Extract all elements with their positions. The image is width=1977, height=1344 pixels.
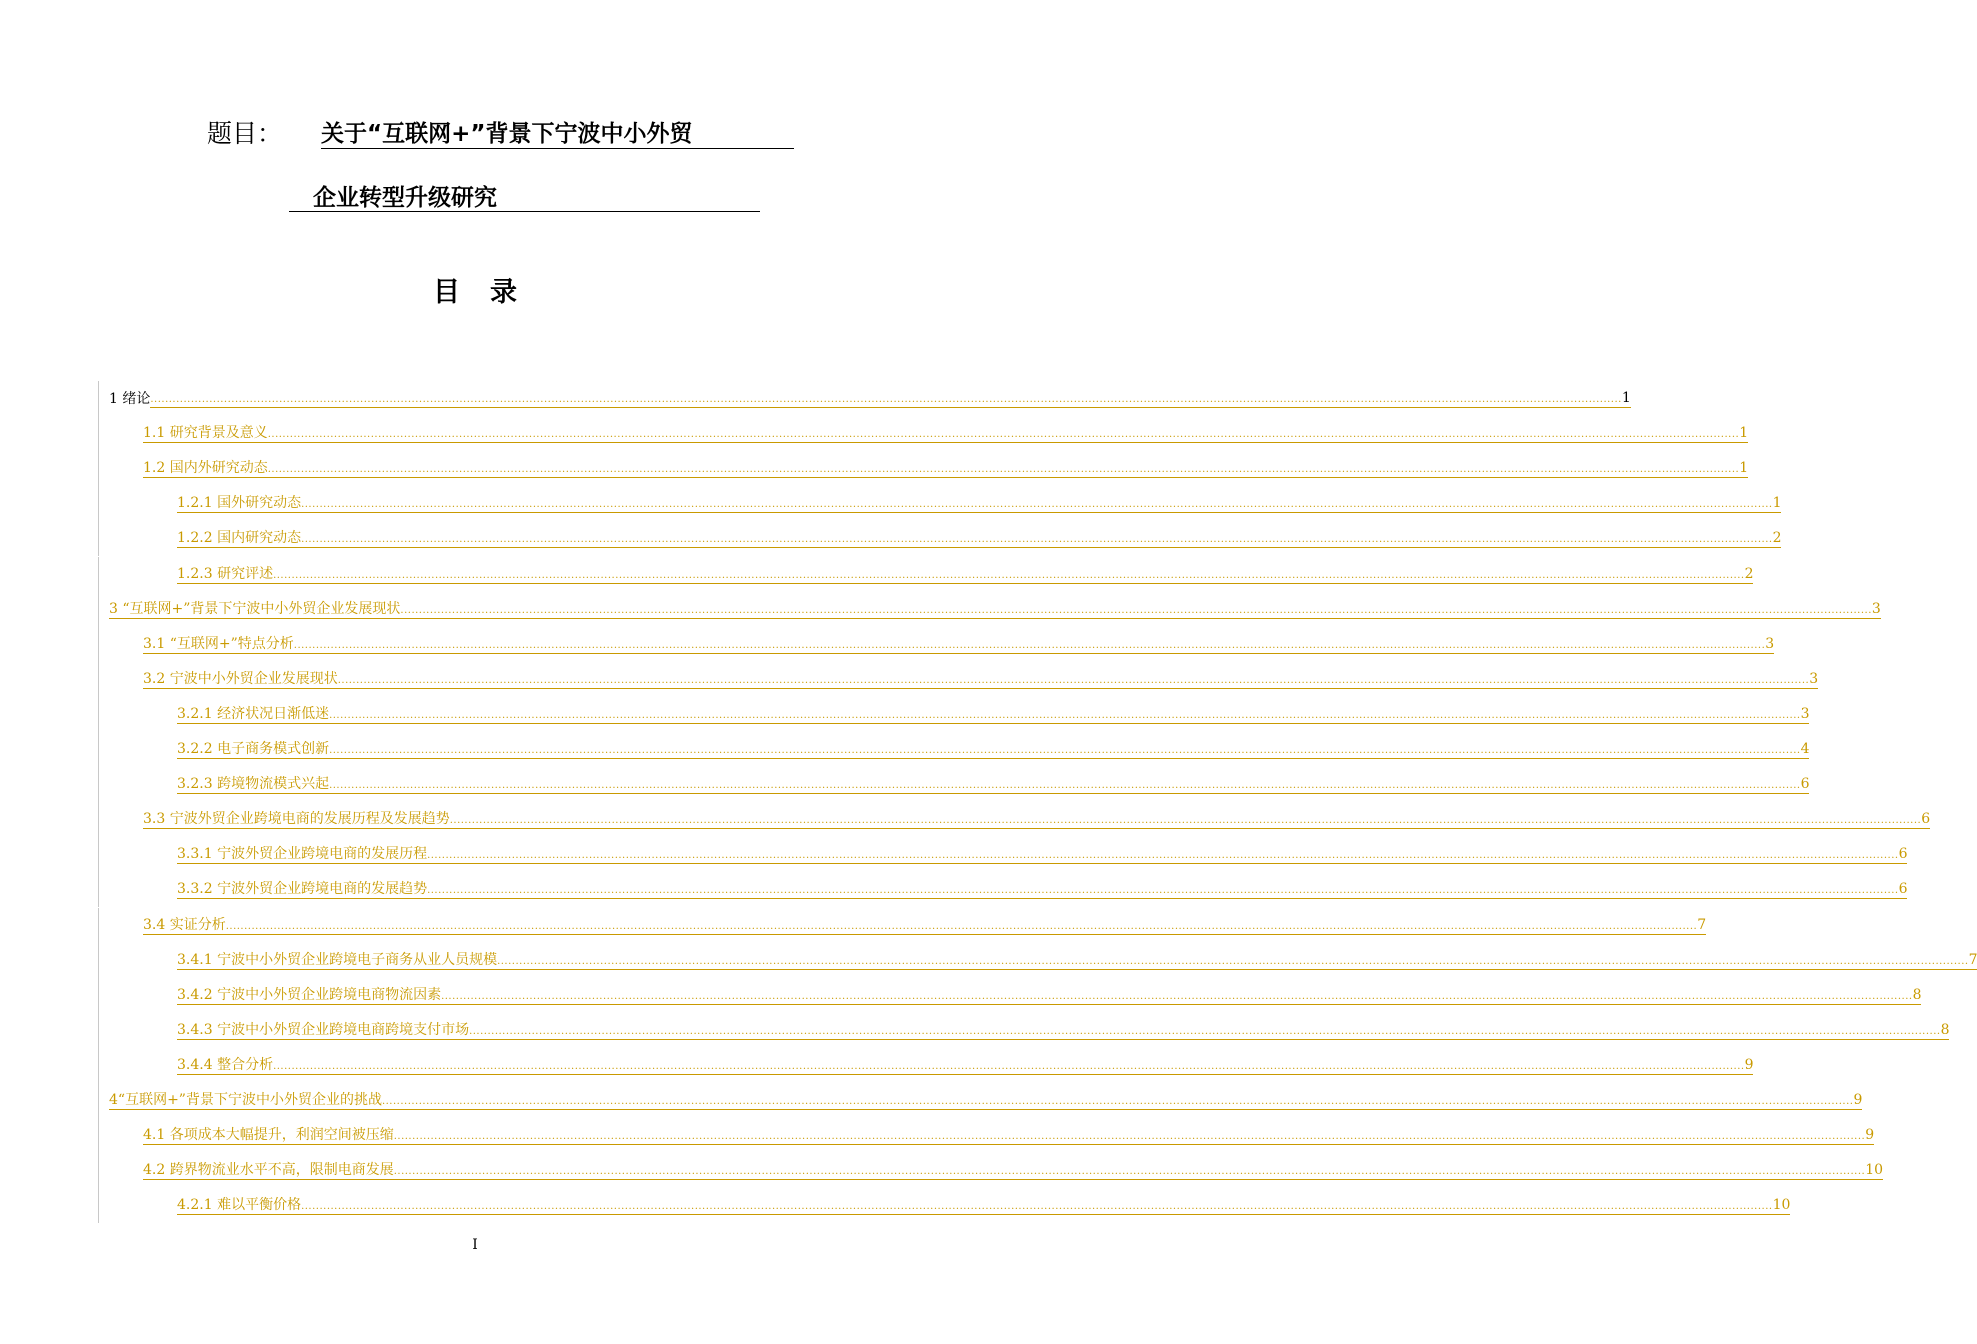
toc-entry-title: 1.2.3 研究评述 <box>177 565 274 582</box>
title-row-1 <box>0 114 950 154</box>
toc-heading: 目录 <box>433 277 547 308</box>
toc-leader-dots: ................................................................................................................................................................................................................................................................................................................................................................................................................ <box>441 990 1912 1005</box>
toc-link[interactable] <box>109 389 1631 408</box>
toc-leader-dots: ................................................................................................................................................................................................................................................................................................................................................................................................................ <box>294 639 1765 654</box>
toc-entry-title: 3.4.2 宁波中小外贸企业跨境电商物流因素 <box>177 986 442 1003</box>
toc-entry[interactable] <box>98 521 1782 556</box>
toc-leader-dots: ................................................................................................................................................................................................................................................................................................................................................................................................................ <box>427 849 1898 864</box>
toc-entry-page: 6 <box>1800 776 1810 793</box>
toc-entry[interactable] <box>98 1188 1791 1223</box>
toc-entry[interactable] <box>98 837 1908 872</box>
toc-entry-title: 3.4.4 整合分析 <box>177 1056 274 1073</box>
toc-link[interactable] <box>177 705 1810 724</box>
toc-entry-page: 4 <box>1800 741 1810 757</box>
toc-entry-title: 4.1 各项成本大幅提升，利润空间被压缩 <box>143 1127 394 1144</box>
toc-entry[interactable] <box>98 592 1881 627</box>
toc-entry[interactable] <box>98 908 1707 943</box>
toc-leader-dots: ................................................................................................................................................................................................................................................................................................................................................................................................................ <box>329 709 1800 724</box>
toc-leader-dots: ................................................................................................................................................................................................................................................................................................................................................................................................................ <box>469 1025 1940 1040</box>
toc-entry-title: 1.2.2 国内研究动态 <box>177 530 302 547</box>
toc-entry-page: 1 <box>1621 390 1631 406</box>
toc-entry-title: 3.4 实证分析 <box>143 916 226 933</box>
toc-leader-dots: ................................................................................................................................................................................................................................................................................................................................................................................................................ <box>273 569 1744 584</box>
toc-entry-page: 1 <box>1739 425 1749 442</box>
toc-entry-title: 3.2.2 电子商务模式创新 <box>177 741 330 757</box>
toc-leader-dots: ................................................................................................................................................................................................................................................................................................................................................................................................................ <box>400 604 1871 619</box>
toc-leader-dots: ................................................................................................................................................................................................................................................................................................................................................................................................................ <box>329 744 1800 759</box>
toc-entry-title: 3.3 宁波外贸企业跨境电商的发展历程及发展趋势 <box>143 811 450 828</box>
toc-entry[interactable] <box>98 872 1908 907</box>
toc-entry[interactable] <box>98 978 1922 1013</box>
toc-entry-title: 4“互联网+”背景下宁波中小外贸企业的挑战 <box>109 1092 382 1108</box>
toc-link[interactable] <box>143 670 1819 689</box>
toc-leader-dots: ................................................................................................................................................................................................................................................................................................................................................................................................................ <box>497 955 1968 970</box>
toc-entry[interactable] <box>98 943 1977 978</box>
toc-leader-dots: ................................................................................................................................................................................................................................................................................................................................................................................................................ <box>382 1095 1853 1110</box>
toc-leader-dots: ................................................................................................................................................................................................................................................................................................................................................................................................................ <box>301 1200 1772 1215</box>
toc-leader-dots: ................................................................................................................................................................................................................................................................................................................................................................................................................ <box>226 920 1697 935</box>
toc-entry[interactable] <box>98 697 1810 732</box>
toc-link[interactable] <box>177 880 1908 899</box>
toc-leader-dots: ................................................................................................................................................................................................................................................................................................................................................................................................................ <box>427 884 1898 899</box>
toc-entry-page: 9 <box>1853 1092 1863 1108</box>
toc-entry-page: 3 <box>1800 705 1810 722</box>
toc-entry-title: 3.4.3 宁波中小外贸企业跨境电商跨境支付市场 <box>177 1021 470 1038</box>
toc-leader-dots: ................................................................................................................................................................................................................................................................................................................................................................................................................ <box>268 463 1739 478</box>
toc-entry[interactable] <box>98 662 1819 697</box>
toc-link[interactable] <box>143 916 1707 935</box>
toc-link[interactable] <box>177 951 1977 970</box>
toc-entry-title: 1.1 研究背景及意义 <box>143 425 268 442</box>
toc-leader-dots: ................................................................................................................................................................................................................................................................................................................................................................................................................ <box>394 1165 1865 1180</box>
toc-leader-dots: ................................................................................................................................................................................................................................................................................................................................................................................................................ <box>301 498 1772 513</box>
toc-link[interactable] <box>177 494 1782 513</box>
toc-leader-dots: ................................................................................................................................................................................................................................................................................................................................................................................................................ <box>268 428 1739 443</box>
toc-leader-dots: ................................................................................................................................................................................................................................................................................................................................................................................................................ <box>150 393 1621 408</box>
toc-entry-title: 3.2.3 跨境物流模式兴起 <box>177 776 330 793</box>
title-line-2: 企业转型升级研究 <box>313 185 497 211</box>
toc-entry[interactable] <box>98 802 1931 837</box>
toc-entry-title: 3.2 宁波中小外贸企业发展现状 <box>143 670 338 687</box>
toc-entry[interactable] <box>98 732 1810 767</box>
toc-entry[interactable] <box>98 1083 1863 1118</box>
toc-entry-title: 1.2 国内外研究动态 <box>143 460 268 477</box>
title-label: 题目： <box>207 119 283 148</box>
toc-entry-title: 1 绪论 <box>109 391 151 407</box>
title-underline-2 <box>289 211 760 212</box>
title-row-2 <box>0 178 950 218</box>
toc-entry[interactable] <box>98 1118 1875 1153</box>
toc-entry-title: 3 “互联网+”背景下宁波中小外贸企业发展现状 <box>109 600 401 617</box>
toc-entry-title: 3.3.1 宁波外贸企业跨境电商的发展历程 <box>177 846 428 863</box>
page-number: I <box>472 1237 478 1253</box>
toc-entry[interactable] <box>98 1153 1884 1188</box>
toc-leader-dots: ................................................................................................................................................................................................................................................................................................................................................................................................................ <box>329 779 1800 794</box>
toc-entry-page: 10 <box>1865 1162 1884 1179</box>
toc-entry[interactable] <box>98 451 1749 486</box>
toc-entry-title: 3.1 “互联网+”特点分析 <box>143 635 294 652</box>
toc-entry-title: 3.2.1 经济状况日渐低迷 <box>177 705 330 722</box>
toc-entry-page: 9 <box>1865 1127 1875 1144</box>
toc-link[interactable] <box>177 529 1782 548</box>
toc-link[interactable] <box>177 775 1810 794</box>
toc-leader-dots: ................................................................................................................................................................................................................................................................................................................................................................................................................ <box>394 1130 1865 1145</box>
toc-link[interactable] <box>177 1056 1754 1075</box>
toc-entry-page: 3 <box>1765 635 1775 652</box>
toc-entry[interactable] <box>98 767 1810 802</box>
toc-entry[interactable] <box>98 1013 1950 1048</box>
toc-link[interactable] <box>177 845 1908 864</box>
toc-entry-page: 6 <box>1898 881 1908 898</box>
toc-leader-dots: ................................................................................................................................................................................................................................................................................................................................................................................................................ <box>338 674 1809 689</box>
toc-entry-page: 1 <box>1772 495 1782 512</box>
toc-leader-dots: ................................................................................................................................................................................................................................................................................................................................................................................................................ <box>301 533 1772 548</box>
toc-entry[interactable] <box>98 557 1754 592</box>
toc-entry-page: 7 <box>1697 916 1707 933</box>
toc-link[interactable] <box>143 635 1775 654</box>
toc-entry-page: 8 <box>1940 1021 1950 1038</box>
toc-entry[interactable] <box>98 486 1782 521</box>
toc-entry-title: 4.2.1 难以平衡价格 <box>177 1197 302 1214</box>
toc-link[interactable] <box>143 424 1749 443</box>
toc-link[interactable] <box>177 565 1754 584</box>
toc-entry-page: 7 <box>1968 951 1977 968</box>
toc-entry[interactable] <box>98 381 1631 416</box>
toc-entry-page: 9 <box>1744 1056 1754 1073</box>
toc-entry-page: 3 <box>1809 670 1819 687</box>
toc-entry-page: 6 <box>1898 846 1908 863</box>
toc-link[interactable] <box>143 1126 1875 1145</box>
toc-link[interactable] <box>143 459 1749 478</box>
toc-entry-page: 2 <box>1772 530 1782 547</box>
title-underline-1 <box>321 148 794 149</box>
toc-entry-title: 3.4.1 宁波中小外贸企业跨境电子商务从业人员规模 <box>177 951 498 968</box>
toc-leader-dots: ................................................................................................................................................................................................................................................................................................................................................................................................................ <box>273 1060 1744 1075</box>
toc-link[interactable] <box>177 1196 1791 1215</box>
toc-entry-title: 3.3.2 宁波外贸企业跨境电商的发展趋势 <box>177 881 428 898</box>
toc-link[interactable] <box>177 986 1922 1005</box>
title-line-1: 关于“互联网+”背景下宁波中小外贸 <box>321 121 693 147</box>
toc-link[interactable] <box>109 600 1881 619</box>
toc-entry-page: 2 <box>1744 565 1754 582</box>
toc-entry[interactable] <box>98 627 1775 662</box>
toc-link[interactable] <box>143 1161 1884 1180</box>
toc-entry[interactable] <box>98 416 1749 451</box>
toc-link[interactable] <box>177 1021 1950 1040</box>
toc-entry-page: 8 <box>1912 986 1922 1003</box>
toc-entry-page: 10 <box>1772 1197 1791 1214</box>
toc-entry-page: 1 <box>1739 460 1749 477</box>
toc-link[interactable] <box>177 740 1810 759</box>
toc-entry-title: 4.2 跨界物流业水平不高，限制电商发展 <box>143 1162 394 1179</box>
toc-entry-page: 6 <box>1921 811 1931 828</box>
toc-entry[interactable] <box>98 1048 1754 1083</box>
toc-link[interactable] <box>109 1091 1863 1110</box>
toc-entry-title: 1.2.1 国外研究动态 <box>177 495 302 512</box>
toc-link[interactable] <box>143 810 1931 829</box>
toc-entry-page: 3 <box>1871 600 1881 617</box>
toc-leader-dots: ................................................................................................................................................................................................................................................................................................................................................................................................................ <box>450 814 1921 829</box>
